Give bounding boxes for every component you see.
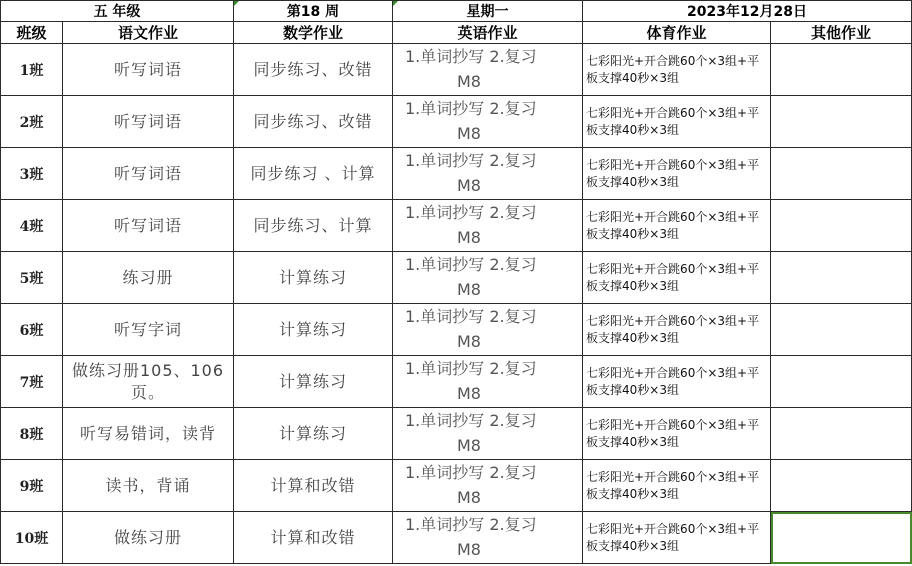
english-homework-line1: 1.单词抄写 2.复习 xyxy=(405,203,537,222)
class-label: 3班 xyxy=(19,166,44,183)
pe-cell[interactable] xyxy=(583,512,771,564)
class-label: 10班 xyxy=(14,530,49,547)
pe-homework-line1: 七彩阳光+开合跳60个×3组+平 xyxy=(586,521,760,536)
pe-cell[interactable] xyxy=(583,148,771,200)
class-cell[interactable] xyxy=(1,460,63,512)
table-row xyxy=(1,148,912,200)
class-label: 9班 xyxy=(19,478,44,495)
english-homework-line2: M8 xyxy=(457,540,481,559)
chinese-homework: 听写词语 xyxy=(113,111,182,131)
math-homework: 计算练习 xyxy=(278,423,347,443)
pe-homework-line1: 七彩阳光+开合跳60个×3组+平 xyxy=(586,261,760,276)
class-cell[interactable] xyxy=(1,44,63,96)
math-cell[interactable] xyxy=(234,408,393,460)
chinese-homework: 听写词语 xyxy=(113,163,182,183)
chinese-cell[interactable] xyxy=(63,408,234,460)
chinese-homework: 听写易错词，读背 xyxy=(79,423,216,443)
math-homework: 计算练习 xyxy=(278,319,347,339)
english-homework-line2: M8 xyxy=(457,384,481,403)
class-cell[interactable] xyxy=(1,200,63,252)
pe-cell[interactable] xyxy=(583,96,771,148)
pe-cell[interactable] xyxy=(583,44,771,96)
chinese-homework: 听写词语 xyxy=(113,215,182,235)
pe-homework-line2: 板支撑40秒×3组 xyxy=(586,70,679,85)
other-cell[interactable] xyxy=(771,44,912,96)
pe-homework-line1: 七彩阳光+开合跳60个×3组+平 xyxy=(586,417,760,432)
class-cell[interactable] xyxy=(1,148,63,200)
english-cell[interactable] xyxy=(393,356,583,408)
pe-homework-line2: 板支撑40秒×3组 xyxy=(586,174,679,189)
pe-homework-line2: 板支撑40秒×3组 xyxy=(586,226,679,241)
chinese-homework: 读书，背诵 xyxy=(105,475,191,495)
pe-homework-line1: 七彩阳光+开合跳60个×3组+平 xyxy=(586,53,760,68)
pe-homework-line2: 板支撑40秒×3组 xyxy=(586,122,679,137)
english-cell[interactable] xyxy=(393,96,583,148)
english-cell[interactable] xyxy=(393,200,583,252)
pe-homework-line2: 板支撑40秒×3组 xyxy=(586,538,679,553)
other-cell[interactable] xyxy=(771,304,912,356)
other-cell[interactable] xyxy=(771,200,912,252)
class-label: 6班 xyxy=(19,322,44,339)
other-cell[interactable] xyxy=(771,356,912,408)
pe-homework-line1: 七彩阳光+开合跳60个×3组+平 xyxy=(586,157,760,172)
class-label: 5班 xyxy=(19,270,44,287)
pe-cell[interactable] xyxy=(583,304,771,356)
weekday-cell[interactable]: 星期一 xyxy=(393,1,583,22)
english-homework-line1: 1.单词抄写 2.复习 xyxy=(405,515,537,534)
chinese-homework: 做练习册105、106页。 xyxy=(71,360,225,402)
col-header-english[interactable]: 英语作业 xyxy=(393,22,583,44)
class-label: 2班 xyxy=(19,114,44,131)
class-label: 8班 xyxy=(19,426,44,443)
pe-homework-line1: 七彩阳光+开合跳60个×3组+平 xyxy=(586,105,760,120)
math-cell[interactable] xyxy=(234,356,393,408)
class-label: 7班 xyxy=(19,374,44,391)
week-cell[interactable]: 第18 周 xyxy=(234,1,393,22)
table-row xyxy=(1,252,912,304)
class-cell[interactable] xyxy=(1,96,63,148)
math-cell[interactable] xyxy=(234,252,393,304)
class-label: 4班 xyxy=(19,218,44,235)
chinese-homework: 听写字词 xyxy=(113,319,182,339)
english-homework-line1: 1.单词抄写 2.复习 xyxy=(405,99,537,118)
english-homework-line2: M8 xyxy=(457,124,481,143)
chinese-cell[interactable] xyxy=(63,148,234,200)
pe-cell[interactable] xyxy=(583,252,771,304)
english-cell[interactable] xyxy=(393,148,583,200)
class-cell[interactable] xyxy=(1,512,63,564)
table-row xyxy=(1,356,912,408)
math-homework: 同步练习、改错 xyxy=(253,111,373,131)
english-homework-line2: M8 xyxy=(457,488,481,507)
math-cell[interactable] xyxy=(234,200,393,252)
chinese-homework: 做练习册 xyxy=(113,527,182,547)
other-cell[interactable] xyxy=(771,408,912,460)
english-homework-line2: M8 xyxy=(457,228,481,247)
pe-homework-line2: 板支撑40秒×3组 xyxy=(586,330,679,345)
chinese-cell[interactable] xyxy=(63,512,234,564)
math-homework: 计算和改错 xyxy=(270,475,356,495)
table-row xyxy=(1,408,912,460)
english-cell[interactable] xyxy=(393,252,583,304)
math-homework: 计算练习 xyxy=(278,371,347,391)
table-row xyxy=(1,96,912,148)
math-cell[interactable] xyxy=(234,96,393,148)
col-header-math[interactable]: 数学作业 xyxy=(234,22,393,44)
math-homework: 计算和改错 xyxy=(270,527,356,547)
english-homework-line2: M8 xyxy=(457,332,481,351)
col-header-pe[interactable]: 体育作业 xyxy=(583,22,771,44)
selected-cell[interactable] xyxy=(771,512,912,564)
math-cell[interactable] xyxy=(234,304,393,356)
english-homework-line1: 1.单词抄写 2.复习 xyxy=(405,463,537,482)
table-row xyxy=(1,44,912,96)
other-cell[interactable] xyxy=(771,460,912,512)
english-homework-line1: 1.单词抄写 2.复习 xyxy=(405,255,537,274)
english-homework-line2: M8 xyxy=(457,280,481,299)
other-cell[interactable] xyxy=(771,148,912,200)
pe-homework-line2: 板支撑40秒×3组 xyxy=(586,486,679,501)
math-cell[interactable] xyxy=(234,44,393,96)
english-cell[interactable] xyxy=(393,460,583,512)
table-row xyxy=(1,512,912,564)
pe-homework-line1: 七彩阳光+开合跳60个×3组+平 xyxy=(586,469,760,484)
comment-marker-icon xyxy=(393,1,398,6)
english-homework-line2: M8 xyxy=(457,436,481,455)
pe-cell[interactable] xyxy=(583,408,771,460)
pe-homework-line1: 七彩阳光+开合跳60个×3组+平 xyxy=(586,365,760,380)
column-header-row xyxy=(1,22,912,44)
col-header-chinese[interactable]: 语文作业 xyxy=(63,22,234,44)
class-cell[interactable] xyxy=(1,408,63,460)
chinese-cell[interactable] xyxy=(63,304,234,356)
date-cell[interactable]: 2023年12月28日 xyxy=(583,1,912,22)
english-homework-line2: M8 xyxy=(457,72,481,91)
col-header-other[interactable]: 其他作业 xyxy=(771,22,912,44)
pe-homework-line2: 板支撑40秒×3组 xyxy=(586,278,679,293)
english-cell[interactable] xyxy=(393,512,583,564)
chinese-cell[interactable] xyxy=(63,252,234,304)
table-row xyxy=(1,200,912,252)
other-cell[interactable] xyxy=(771,96,912,148)
math-cell[interactable] xyxy=(234,460,393,512)
chinese-cell[interactable] xyxy=(63,44,234,96)
class-cell[interactable] xyxy=(1,356,63,408)
pe-cell[interactable] xyxy=(583,356,771,408)
title-row xyxy=(1,1,912,22)
chinese-cell[interactable] xyxy=(63,460,234,512)
math-homework: 同步练习、计算 xyxy=(253,215,373,235)
math-homework: 同步练习、改错 xyxy=(253,59,373,79)
english-cell[interactable] xyxy=(393,44,583,96)
chinese-homework: 练习册 xyxy=(122,267,174,287)
english-cell[interactable] xyxy=(393,304,583,356)
class-cell[interactable] xyxy=(1,304,63,356)
math-homework: 计算练习 xyxy=(278,267,347,287)
english-homework-line1: 1.单词抄写 2.复习 xyxy=(405,307,537,326)
pe-homework-line1: 七彩阳光+开合跳60个×3组+平 xyxy=(586,313,760,328)
english-cell[interactable] xyxy=(393,408,583,460)
pe-cell[interactable] xyxy=(583,460,771,512)
math-homework: 同步练习 、计算 xyxy=(250,163,376,183)
chinese-cell[interactable] xyxy=(63,356,234,408)
class-label: 1班 xyxy=(19,62,44,79)
table-row xyxy=(1,304,912,356)
chinese-homework: 听写词语 xyxy=(113,59,182,79)
table-row xyxy=(1,460,912,512)
english-homework-line1: 1.单词抄写 2.复习 xyxy=(405,411,537,430)
grade-cell[interactable]: 五 年级 xyxy=(1,1,234,22)
math-cell[interactable] xyxy=(234,148,393,200)
chinese-cell[interactable] xyxy=(63,200,234,252)
english-homework-line1: 1.单词抄写 2.复习 xyxy=(405,151,537,170)
class-cell[interactable] xyxy=(1,252,63,304)
english-homework-line1: 1.单词抄写 2.复习 xyxy=(405,47,537,66)
math-cell[interactable] xyxy=(234,512,393,564)
pe-homework-line2: 板支撑40秒×3组 xyxy=(586,382,679,397)
english-homework-line1: 1.单词抄写 2.复习 xyxy=(405,359,537,378)
english-homework-line2: M8 xyxy=(457,176,481,195)
other-cell[interactable] xyxy=(771,252,912,304)
pe-homework-line1: 七彩阳光+开合跳60个×3组+平 xyxy=(586,209,760,224)
pe-homework-line2: 板支撑40秒×3组 xyxy=(586,434,679,449)
chinese-cell[interactable] xyxy=(63,96,234,148)
pe-cell[interactable] xyxy=(583,200,771,252)
comment-marker-icon xyxy=(234,1,239,6)
col-header-class[interactable]: 班级 xyxy=(1,22,63,44)
